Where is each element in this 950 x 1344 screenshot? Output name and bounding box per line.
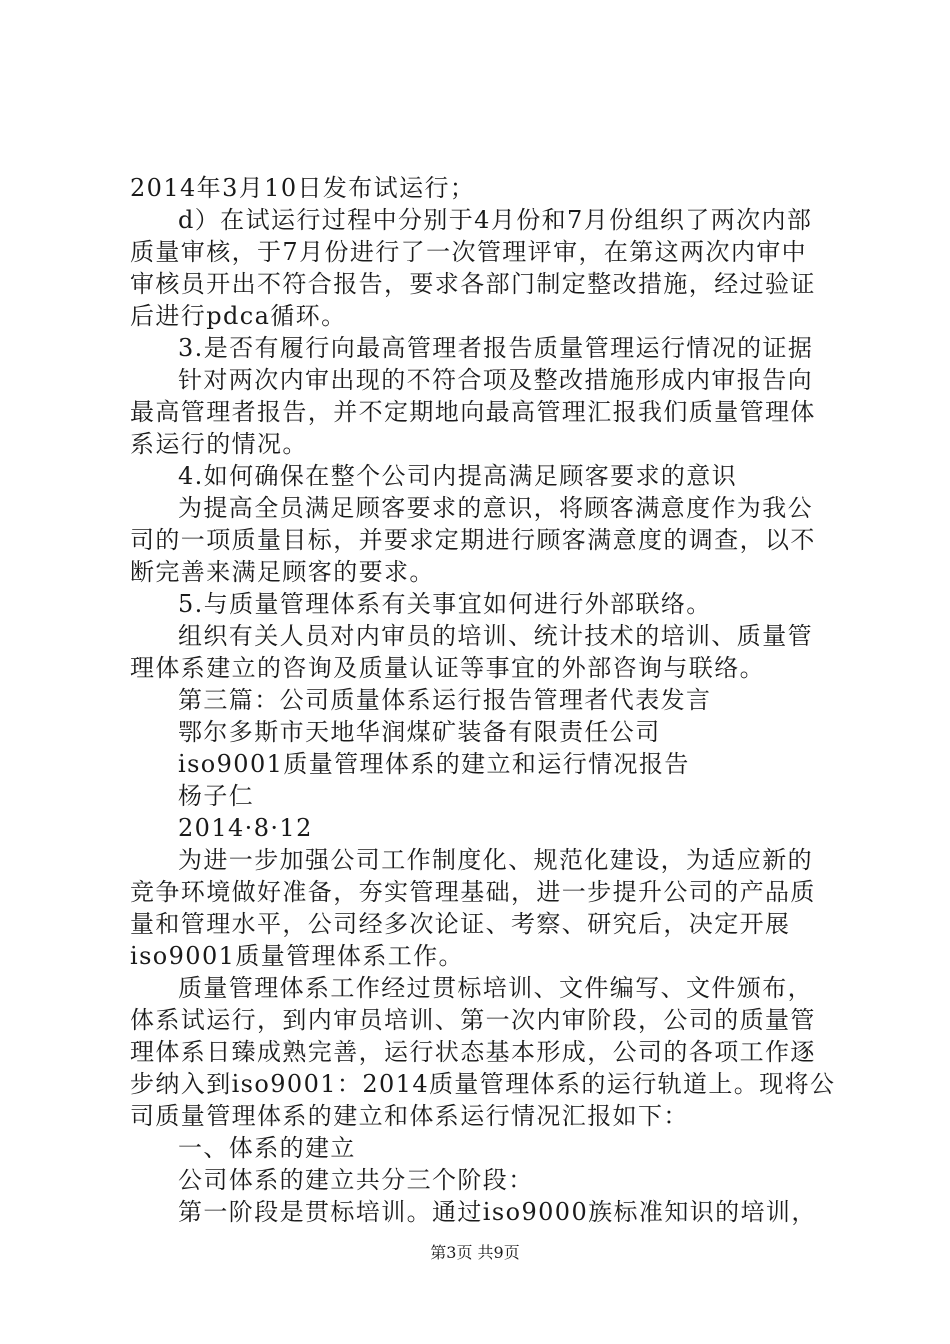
- text-line: 公司体系的建立共分三个阶段：: [178, 1166, 534, 1194]
- text-line: 一、体系的建立: [178, 1134, 356, 1162]
- text-line: 3.是否有履行向最高管理者报告质量管理运行情况的证据: [178, 334, 814, 362]
- text-line: 2014年3月10日发布试运行；: [130, 174, 476, 202]
- text-line: iso9001质量管理体系的建立和运行情况报告: [178, 750, 690, 778]
- document-body: [130, 172, 836, 1228]
- text-line: 理体系日臻成熟完善，运行状态基本形成，公司的各项工作逐: [130, 1038, 816, 1066]
- text-line: 体系试运行，到内审员培训、第一次内审阶段，公司的质量管: [130, 1006, 816, 1034]
- text-line: 审核员开出不符合报告，要求各部门制定整改措施，经过验证: [130, 270, 816, 298]
- text-line: 竞争环境做好准备，夯实管理基础，进一步提升公司的产品质: [130, 878, 816, 906]
- text-line: 2014·8·12: [178, 814, 313, 842]
- text-line: 鄂尔多斯市天地华润煤矿装备有限责任公司: [178, 718, 661, 746]
- text-line: 组织有关人员对内审员的培训、统计技术的培训、质量管: [178, 622, 813, 650]
- text-line: 后进行pdca循环。: [130, 302, 347, 330]
- text-line: 司的一项质量目标，并要求定期进行顾客满意度的调查，以不: [130, 526, 816, 554]
- text-line: 质量管理体系工作经过贯标培训、文件编写、文件颁布，: [178, 974, 813, 1002]
- text-line: 最高管理者报告，并不定期地向最高管理汇报我们质量管理体: [130, 398, 816, 426]
- text-line: 第一阶段是贯标培训。通过iso9000族标准知识的培训，: [178, 1198, 817, 1226]
- text-line: 为进一步加强公司工作制度化、规范化建设，为适应新的: [178, 846, 813, 874]
- text-line: d）在试运行过程中分别于4月份和7月份组织了两次内部: [178, 206, 813, 234]
- text-line: 针对两次内审出现的不符合项及整改措施形成内审报告向: [178, 366, 813, 394]
- page-footer: 第3页 共9页: [430, 1243, 520, 1262]
- text-line: 量和管理水平，公司经多次论证、考察、研究后，决定开展: [130, 910, 791, 938]
- text-line: 步纳入到iso9001：2014质量管理体系的运行轨道上。现将公: [130, 1070, 836, 1098]
- text-line: 第三篇：公司质量体系运行报告管理者代表发言: [178, 686, 712, 714]
- text-line: 质量审核，于7月份进行了一次管理评审，在第这两次内审中: [130, 238, 808, 266]
- text-line: iso9001质量管理体系工作。: [130, 942, 464, 970]
- text-line: 司质量管理体系的建立和体系运行情况汇报如下：: [130, 1102, 689, 1130]
- text-line: 5.与质量管理体系有关事宜如何进行外部联络。: [178, 590, 712, 618]
- text-line: 系运行的情况。: [130, 430, 308, 458]
- text-line: 4.如何确保在整个公司内提高满足顾客要求的意识: [178, 462, 738, 490]
- text-line: 杨子仁: [178, 782, 255, 810]
- text-line: 断完善来满足顾客的要求。: [130, 558, 435, 586]
- text-line: 为提高全员满足顾客要求的意识，将顾客满意度作为我公: [178, 494, 813, 522]
- text-line: 理体系建立的咨询及质量认证等事宜的外部咨询与联络。: [130, 654, 765, 682]
